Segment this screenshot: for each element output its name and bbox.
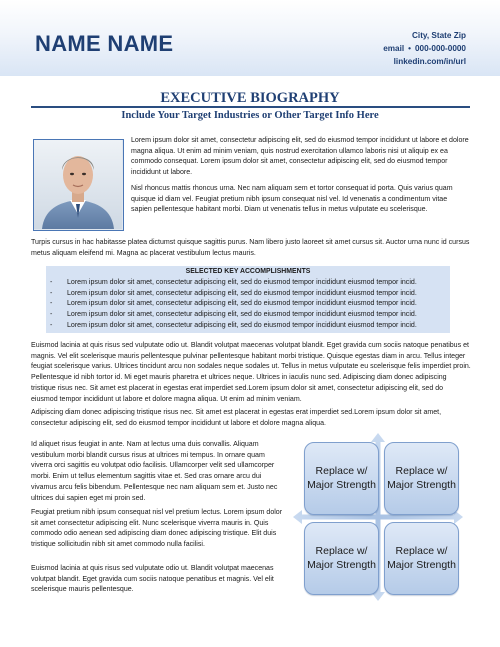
linkedin-link[interactable]: linkedin.com/in/url (393, 57, 466, 66)
accomplishments-title: SELECTED KEY ACCOMPLISHMENTS (185, 268, 311, 275)
accomplishment-item: - Lorem ipsum dolor sit amet, consectetur adipiscing elit, sed do eiusmod tempor incididunt eiusmod tempor incid. (46, 310, 450, 321)
body-paragraph-6: Id aliquet risus feugiat in ante. Nam at lectus urna duis convallis. Aliquam vestibulum morbi blandit cursus risus at ultrices mi tempus. In ornare quam viverra orci sagittis eu volutpat odio facilisis. Ullamcorper velit sed ullamcorper morbi. Enim ut tellus elementum sagittis vitae et. Sed cras ornare arcu dui vivamus arcu felis bibendum. Pellentesque nec nam aliquam sem et. Justo nec ultrices dui sapien eget mi proin sed. (31, 441, 278, 502)
accomplishment-item: - Lorem ipsum dolor sit amet, consectetur adipiscing elit, sed do eiusmod tempor incididunt eiusmod tempor incid. (46, 289, 450, 300)
strength-box: Replace w/ Major Strength (304, 522, 379, 595)
body-paragraph-8: Euismod lacinia at quis risus sed vulputate odio ut. Blandit volutpat maecenas volutpat blandit. Eget gravida cum sociis natoque penatibus et magnis. Vel elit scelerisque mauris pellentesque. (31, 565, 274, 594)
strength-box: Replace w/ Major Strength (304, 442, 379, 515)
body-paragraph-4: Euismod lacinia at quis risus sed vulputate odio ut. Blandit volutpat maecenas volutpat blandit. Eget gravida cum sociis natoque penatibus et magnis. Vel elit scelerisque mauris pellentesque pulvinar pellentesque habitant morbi tristique. Quisque egestas diam in arcu. Tellus integer feugiat scelerisque varius. Ultrices tincidunt arcu non sodales neque sodales ut. Tellus in metus vulputate eu scelerisque felis imperdiet proin. Pellentesque id nibh tortor id. Mi eget mauris pharetra et ultrices neque. Ultrices in iaculis nunc sed. Adipiscing diam donec adipiscing tristique risus nec. Sit amet est placerat in egestas erat imperdiet sed.Lorem ipsum dolor sit amet, consectetur adipiscing elit, sed do eiusmod tempor incididunt ut labore et dolore magna aliqua. Ut enim ad minim veniam. (31, 342, 471, 403)
location: City, State Zip (412, 31, 466, 40)
intro-paragraph: Lorem ipsum dolor sit amet, consectetur adipiscing elit, sed do eiusmod tempor incididunt ut labore et dolore magna aliqua. Ut enim ad minim veniam, quis nostrud exercitation ullamco laboris nisi ut aliquip ex ea commodo consequat. Lorem ipsum dolor sit amet, consectetur adipiscing elit, sed do eiusmod tempor incididunt ut labore. (131, 137, 469, 177)
accomplishment-item: - Lorem ipsum dolor sit amet, consectetur adipiscing elit, sed do eiusmod tempor incididunt eiusmod tempor incid. (46, 299, 450, 310)
target-subtitle: Include Your Target Industries or Other Target Info Here (121, 110, 379, 121)
phone-number: 000-000-0000 (415, 44, 466, 53)
dash-bullet: - (50, 300, 53, 308)
title-rule (31, 106, 470, 108)
accomplishment-item: - Lorem ipsum dolor sit amet, consectetur adipiscing elit, sed do eiusmod tempor incididunt eiusmod tempor incid. (46, 321, 450, 332)
dash-bullet: - (50, 279, 53, 286)
strength-box: Replace w/ Major Strength (384, 442, 459, 515)
body-paragraph-5: Adipiscing diam donec adipiscing tristique risus nec. Sit amet est placerat in egestas erat imperdiet sed.Lorem ipsum dolor sit amet, consectetur adipiscing elit, sed do eiusmod tempor incididunt ut labore et dolore magna aliqua. (31, 409, 442, 427)
document-title: EXECUTIVE BIOGRAPHY (160, 90, 340, 106)
accomplishment-item: - Lorem ipsum dolor sit amet, consectetur adipiscing elit, sed do eiusmod tempor incididunt eiusmod tempor incid. (46, 278, 450, 289)
email-link[interactable]: email (383, 44, 405, 53)
dash-bullet: - (50, 321, 53, 329)
body-paragraph-2: Nisl rhoncus mattis rhoncus urna. Nec nam aliquam sem et tortor consequat id porta. Quis varius quam quisque id diam vel. Feugiat pretium nibh ipsum consequat nisl vel. Id venenatis a condimentum vitae sapien pellentesque habitant morbi. Diam ut venenatis tellus in metus vulputate eu scelerisque. (131, 185, 453, 214)
strength-box: Replace w/ Major Strength (384, 522, 459, 595)
dash-bullet: - (50, 289, 53, 297)
accomplishments-box (46, 266, 450, 333)
body-paragraph-3: Turpis cursus in hac habitasse platea dictumst quisque sagittis purus. Nam libero justo laoreet sit amet cursus sit. Auctor urna nunc id cursus metus aliquam eleifend mi. Magna ac placerat vestibulum lectus mauris. (31, 239, 470, 257)
accomplishments-list (46, 278, 450, 331)
body-paragraph-7: Feugiat pretium nibh ipsum consequat nisl vel pretium lectus. Lorem ipsum dolor sit amet consectetur adipiscing elit. Nunc scelerisque viverra mauris in. Quis commodo odio aenean sed adipiscing diam donec adipiscing tristique. Elit duis tristique sollicitudin nibh sit amet commodo nulla facilisi. (31, 509, 283, 549)
dash-bullet: - (50, 311, 53, 319)
contact-block (383, 29, 466, 68)
strengths-diagram (293, 433, 463, 601)
email-phone-line (383, 42, 466, 55)
headshot-photo (33, 139, 124, 231)
bullet-separator: • (408, 44, 411, 53)
candidate-name: NAME NAME (35, 31, 174, 56)
